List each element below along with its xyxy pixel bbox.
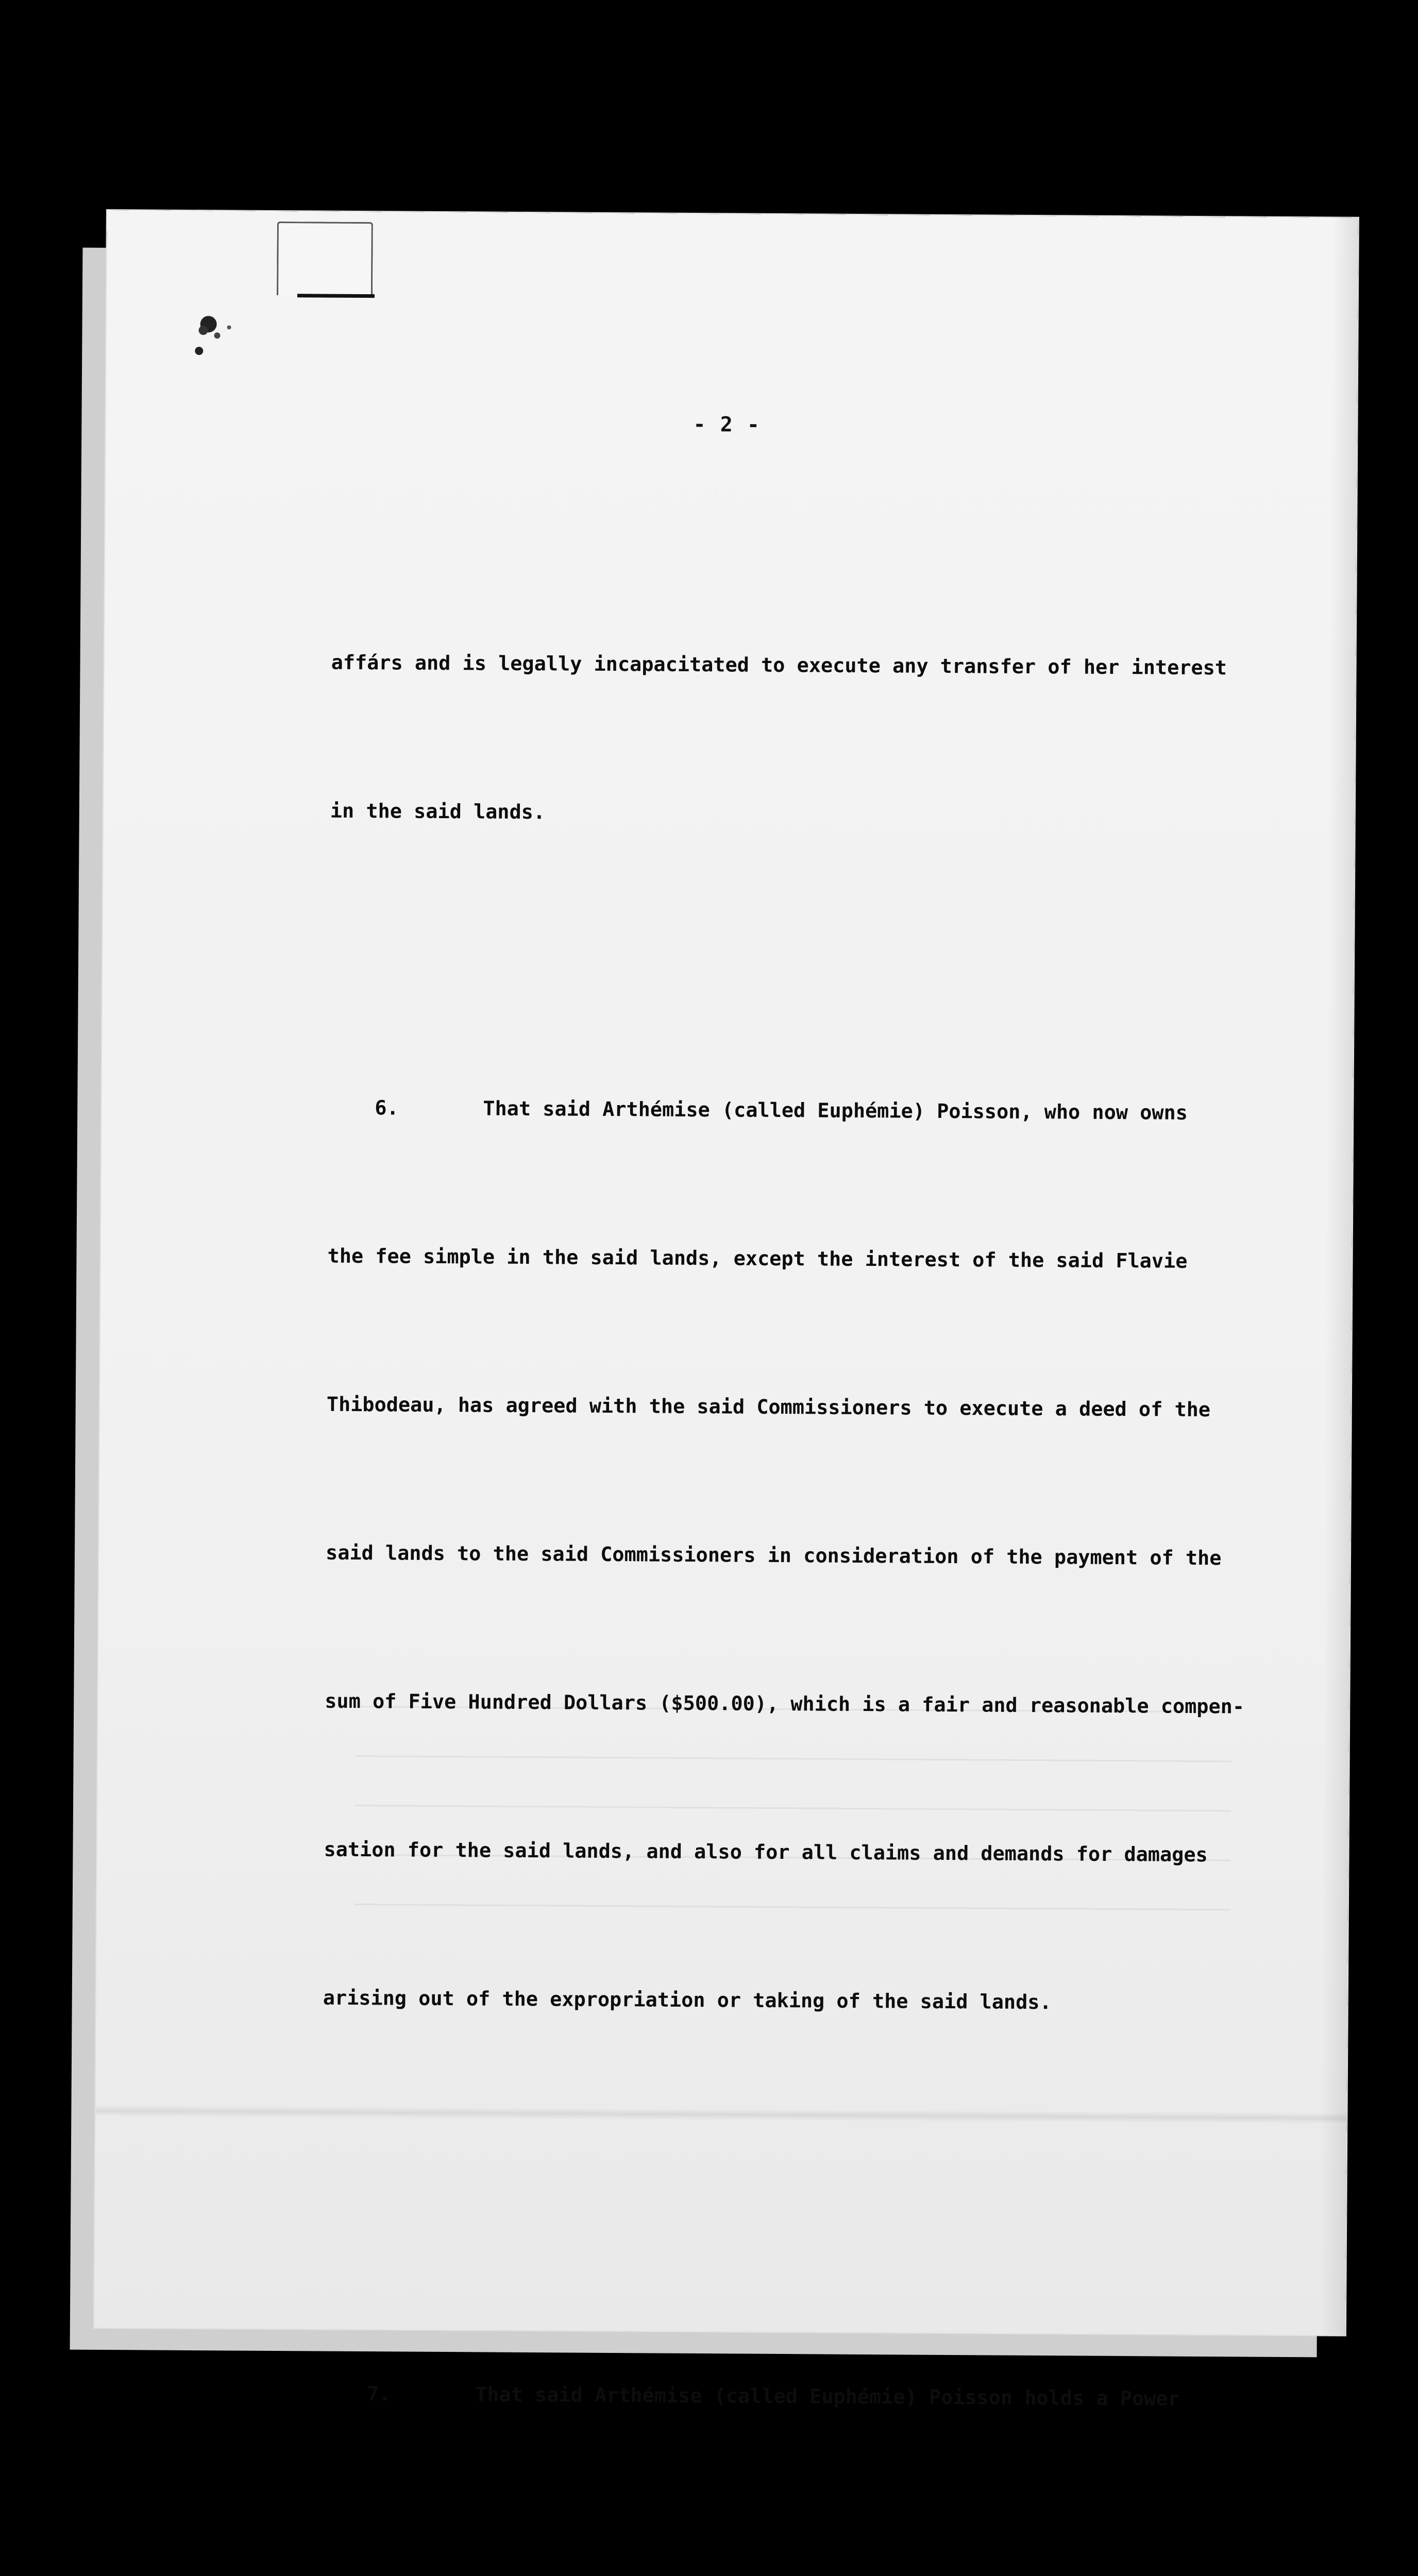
page-edge-shadow	[1320, 218, 1358, 2335]
paragraph-number: 6.	[375, 1096, 399, 1120]
paragraph-first-line	[320, 2369, 1274, 2425]
text-line: Thibodeau, has agreed with the said Commissioners to execute a deed of the	[326, 1393, 1211, 1422]
text-line: That said Arthémise (called Euphémie) Poisson holds a Power	[475, 2383, 1180, 2411]
tab-underline-mark	[297, 294, 375, 298]
text-line: affárs and is legally incapacitated to execute any transfer of her interest	[331, 651, 1227, 680]
text-line: the fee simple in the said lands, except the interest of the said Flavie	[327, 1244, 1188, 1273]
document-body	[306, 539, 1285, 2576]
text-line: sum of Five Hundred Dollars ($500.00), which is a fair and reasonable compen-	[325, 1689, 1245, 1719]
film-border	[0, 2459, 1418, 2576]
text-line: sation for the said lands, and also for all claims and demands for damages	[324, 1838, 1208, 1867]
text-line: That said Arthémise (called Euphémie) Poisson, who now owns	[483, 1097, 1188, 1125]
paragraph-6	[322, 985, 1282, 2128]
ink-blot-mark	[178, 303, 235, 361]
text-line: in the said lands.	[330, 799, 546, 824]
page-number: - 2 -	[693, 412, 761, 437]
text-line: said lands to the said Commissioners in consideration of the payment of the	[325, 1541, 1222, 1570]
document-page	[94, 210, 1358, 2411]
paragraph-first-line	[328, 1083, 1282, 1139]
paragraph-number: 7.	[366, 2382, 391, 2406]
torn-tab	[277, 222, 373, 296]
text-line: arising out of the expropriation or taking of the said lands.	[323, 1986, 1052, 2014]
